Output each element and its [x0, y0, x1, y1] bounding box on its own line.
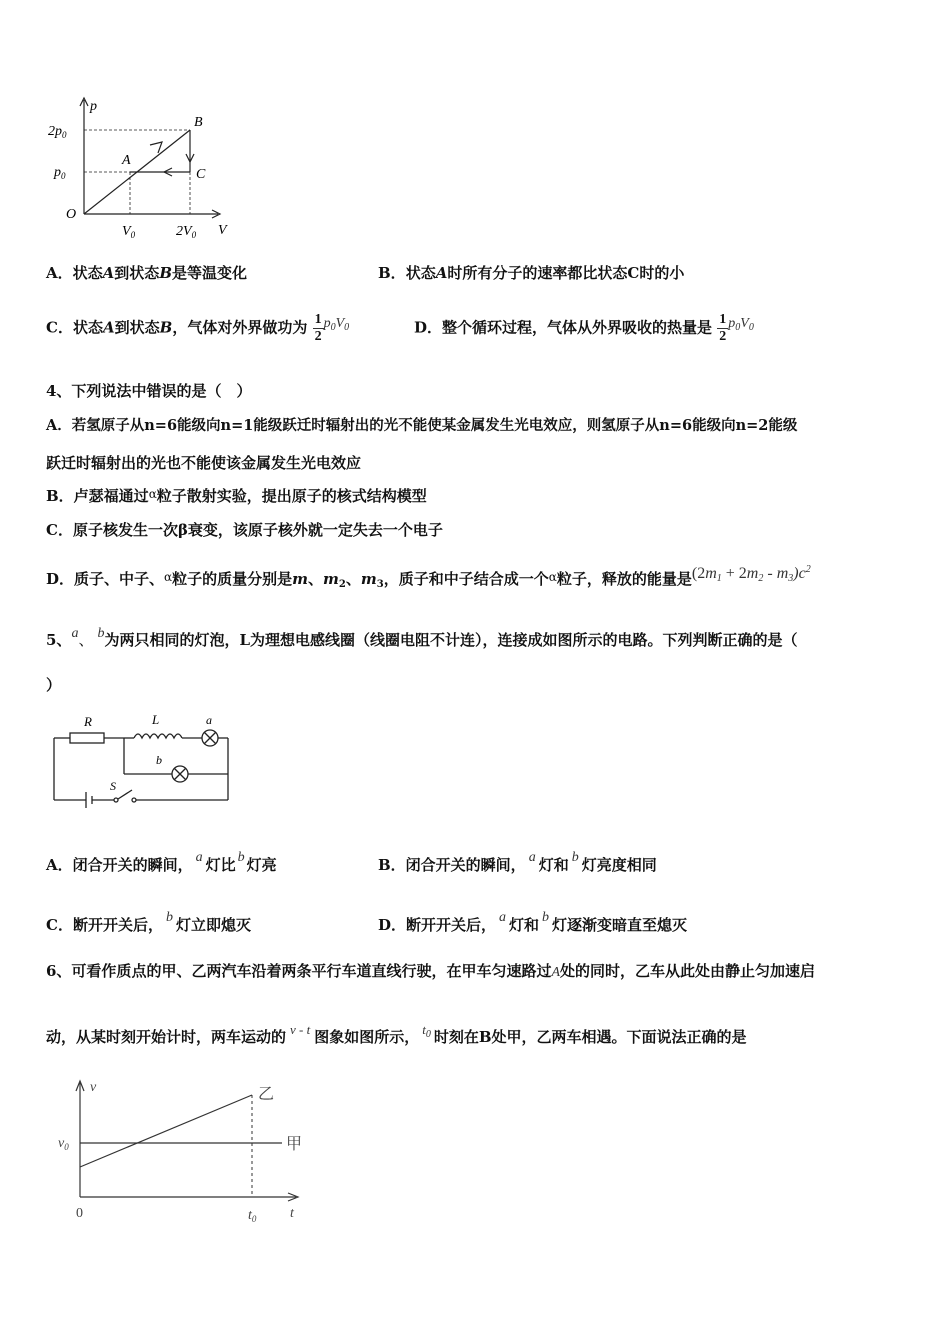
q6-stem-line1: 6、可看作质点的甲、乙两汽车沿着两条平行车道直线行驶，在甲车匀速路过A处的同时，乙车从此处由静止匀加速启 [46, 962, 816, 980]
label-jia: 甲 [286, 1136, 303, 1153]
inductor-l [134, 734, 182, 738]
label-l: L [152, 712, 160, 727]
origin-0: 0 [76, 1206, 83, 1221]
q4-option-a[interactable]: A．若氢原子从n=6能级向n=1能级跃迁时辐射出的光不能使某金属发生光电效应，则氢原子从n=6能级向n=2能级 [46, 417, 798, 434]
q5-option-d[interactable]: D．断开开关后， a 灯和 b 灯逐渐变暗直至熄灭 [378, 910, 688, 934]
q4-option-a-cont: 跃迁时辐射出的光也不能使该金属发生光电效应 [46, 454, 362, 472]
p-axis-label: p [90, 99, 97, 114]
line-yi [80, 1095, 252, 1167]
fraction-half: $\frac{1}{2}$ [314, 312, 322, 344]
v-label: v [90, 1080, 97, 1095]
tick-v0: $V_0$ [122, 224, 136, 240]
energy-formula: $(2m_1 + 2m_2 - m_3)c^2$ [691, 564, 811, 584]
label-a: a [206, 713, 212, 727]
label-b: b [156, 753, 162, 767]
point-a-label: A [122, 153, 131, 168]
q5-stem: 5、a、 b为两只相同的灯泡，L为理想电感线圈（线圈电阻不计连），连接成如图所示的电路。下列判断正确的是（ [46, 626, 798, 649]
circuit-diagram [48, 712, 238, 812]
tick-2p0: $2p_0$ [48, 124, 67, 140]
v0-label: $v_0$ [58, 1136, 69, 1152]
q5-stem-close: ） [46, 676, 62, 694]
label-s: S [110, 779, 116, 793]
t-label: t [290, 1206, 294, 1221]
p0v0-d: $p_0V_0$ [728, 315, 754, 333]
point-c-label: C [196, 167, 206, 182]
q4-option-c[interactable]: C．原子核发生一次β衰变，该原子核外就一定失去一个电子 [46, 521, 443, 539]
fraction-half-d: $\frac{1}{2}$ [719, 312, 727, 344]
switch-s [118, 790, 132, 799]
q5-option-a[interactable]: A．闭合开关的瞬间， a 灯比 b 灯亮 [46, 850, 277, 874]
arrow-ab [150, 142, 162, 153]
q3-option-c[interactable]: C．状态A到状态B，气体对外界做功为 $\frac{1}{2}$ $p_0V_0$ [46, 312, 350, 344]
vt-graph [50, 1075, 320, 1235]
q3-option-b[interactable]: B．状态A时所有分子的速率都比状态C时的小 [378, 264, 685, 282]
q5-option-c[interactable]: C．断开开关后， b 灯立即熄灭 [46, 910, 251, 934]
q5-option-b[interactable]: B．闭合开关的瞬间， a 灯和 b 灯亮度相同 [378, 850, 657, 874]
q4-option-d[interactable]: D．质子、中子、$^\alpha$粒子的质量分别是m、$m_2$、$m_3$，质子和中子结合成一个$^\alpha$粒子，释放的能量是$(2m_1 + 2m_2 - m_3)c^2$ [46, 564, 811, 590]
v-axis-label: V [218, 223, 227, 238]
label-r: R [84, 714, 92, 729]
point-b-label: B [194, 115, 203, 130]
origin-label: O [66, 207, 77, 222]
tick-2v0: $2V_0$ [176, 224, 197, 240]
t0-label: $t_0$ [248, 1208, 257, 1224]
q4-stem: 4、下列说法中错误的是（ ） [46, 382, 252, 400]
q3-option-a[interactable]: A．状态A到状态B是等温变化 [46, 264, 248, 282]
q4-option-b[interactable]: B．卢瑟福通过$^\alpha$粒子散射实验，提出原子的核式结构模型 [46, 487, 427, 505]
q3-option-d[interactable]: D．整个循环过程，气体从外界吸收的热量是 $\frac{1}{2}$ $p_0V_0$ [414, 312, 754, 344]
label-yi: 乙 [258, 1086, 275, 1103]
pv-diagram [40, 90, 250, 250]
tick-p0: $p_0$ [54, 165, 66, 181]
resistor-r [70, 733, 104, 743]
p0v0: $p_0V_0$ [323, 315, 350, 333]
q6-stem-line2: 动，从某时刻开始计时，两车运动的 v - t 图象如图所示， $t_0$ 时刻在B处甲，乙两车相遇。下面说法正确的是 [46, 1022, 747, 1046]
